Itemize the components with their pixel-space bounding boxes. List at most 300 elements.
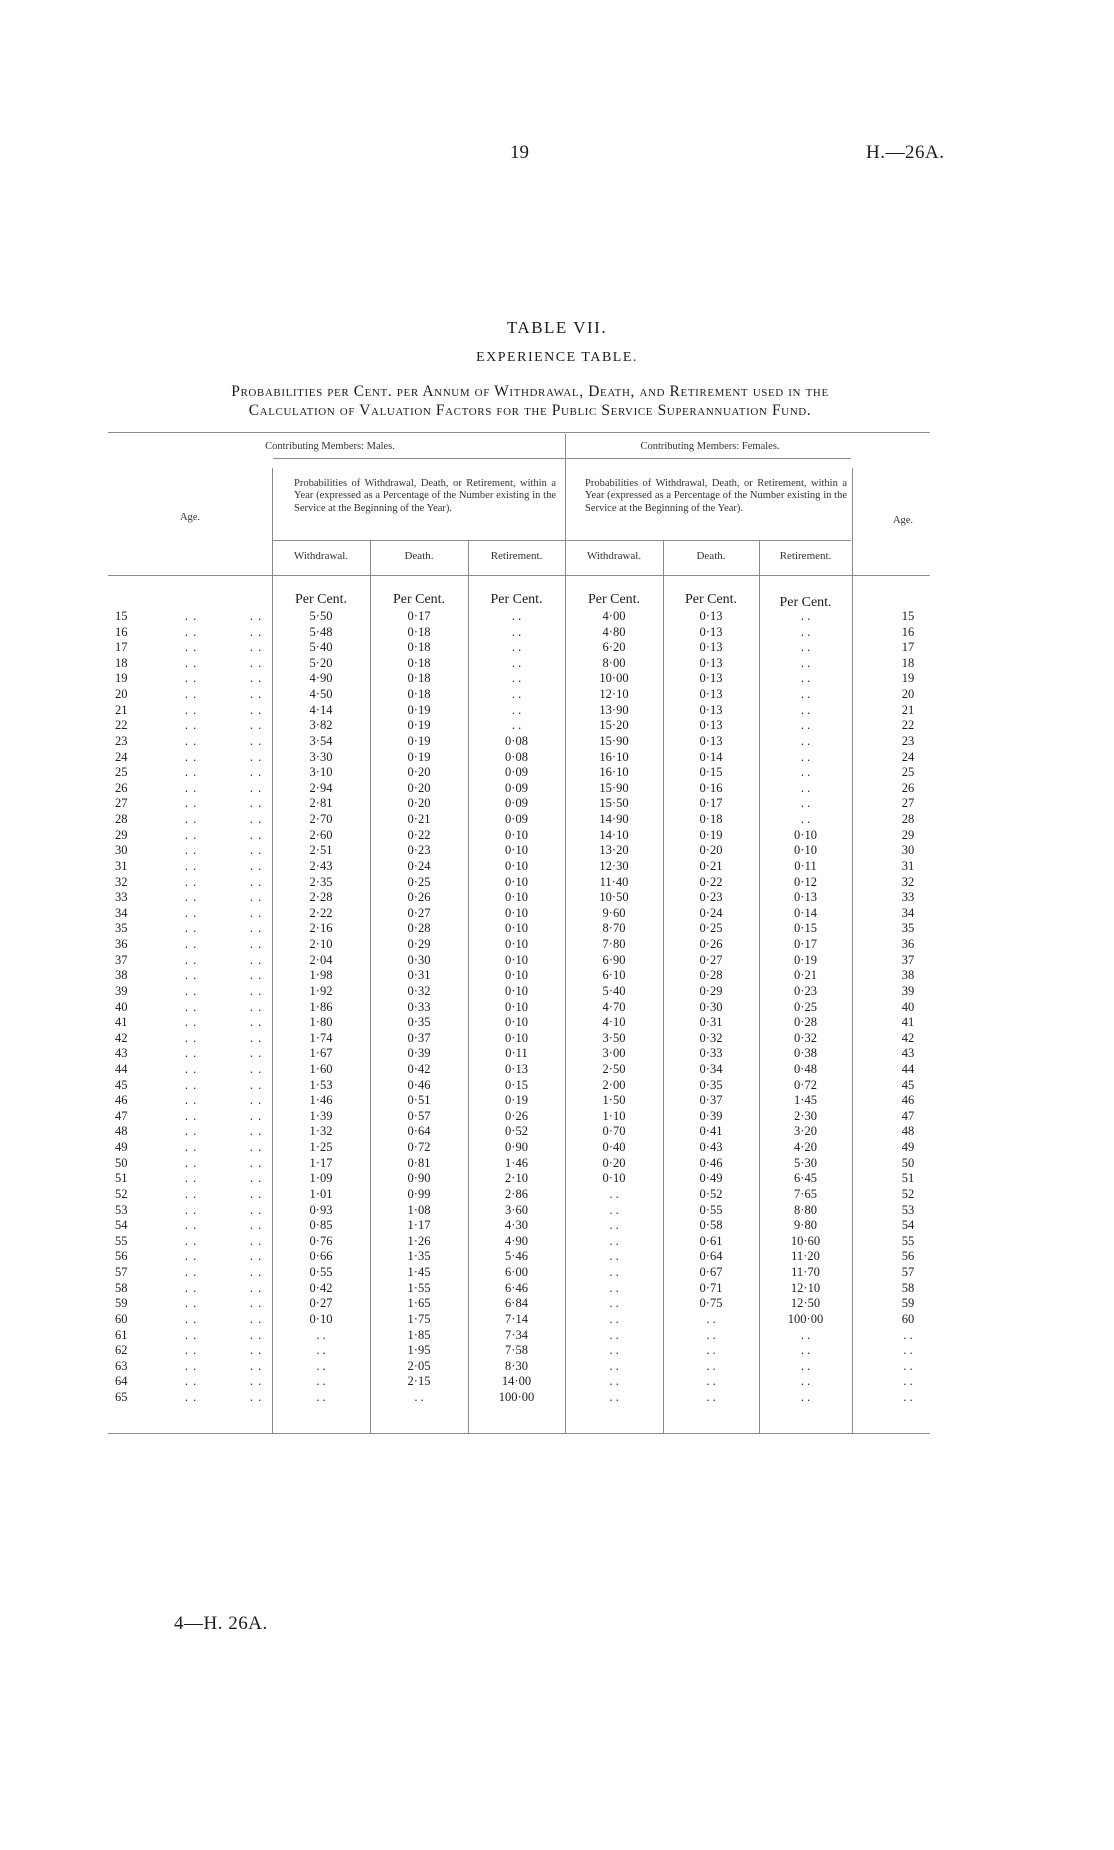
female-death-cell: . . <box>706 1374 716 1389</box>
female-withdrawal-cell: 16·10 <box>599 765 629 780</box>
female-retirement-cell: 0·10 <box>794 827 817 842</box>
age-cell-right: 41 <box>901 1015 915 1030</box>
female-withdrawal-cell: 4·80 <box>602 624 626 639</box>
age-cell-right: 38 <box>901 968 915 983</box>
leader-dots: . . <box>184 1327 198 1342</box>
male-withdrawal-cell: 0·93 <box>309 1202 333 1217</box>
male-death-cell: 2·05 <box>407 1358 431 1373</box>
age-cell: 26 <box>115 780 128 795</box>
male-withdrawal-cell: 1·53 <box>309 1077 333 1092</box>
age-cell-right: 49 <box>901 1140 915 1155</box>
leader-dots: . . <box>184 1155 198 1170</box>
male-retirement-cell: 0·10 <box>505 999 528 1014</box>
age-cell: 37 <box>115 952 128 967</box>
age-cell-right: 26 <box>901 780 915 795</box>
leader-dots: . . <box>249 1030 263 1045</box>
leader-dots: . . <box>249 1186 263 1201</box>
male-death-cell: 0·72 <box>407 1140 431 1155</box>
male-withdrawal-cell: 2·51 <box>309 843 333 858</box>
age-cell-right: 46 <box>901 1093 915 1108</box>
age-cell: 44 <box>115 1061 128 1076</box>
female-retirement-cell: . . <box>800 718 811 733</box>
age-cell: 36 <box>115 937 128 952</box>
male-retirement-cell: . . <box>511 671 522 686</box>
age-cell: 54 <box>115 1218 128 1233</box>
male-retirement-cell: . . <box>511 702 522 717</box>
male-retirement-cell: 6·00 <box>505 1265 528 1280</box>
leader-dots: . . <box>184 968 198 983</box>
unit-male-withdrawal: Per Cent. <box>294 592 348 607</box>
male-retirement-cell: 0·52 <box>505 1124 528 1139</box>
female-withdrawal-cell: 3·00 <box>602 1046 626 1061</box>
female-withdrawal-cell: 11·40 <box>599 874 629 889</box>
female-withdrawal-cell: 0·40 <box>602 1140 626 1155</box>
male-retirement-cell: 1·46 <box>505 1155 528 1170</box>
male-death-cell: 0·20 <box>407 796 431 811</box>
male-death-cell: 0·37 <box>407 1030 431 1045</box>
male-death-cell: 0·42 <box>407 1061 431 1076</box>
unit-female-withdrawal: Per Cent. <box>587 592 641 607</box>
female-withdrawal-cell: 2·00 <box>602 1077 626 1092</box>
female-withdrawal-cell: 2·50 <box>602 1061 626 1076</box>
leader-dots: . . <box>249 1233 263 1248</box>
female-withdrawal-cell: . . <box>609 1327 619 1342</box>
male-death-cell: 0·18 <box>407 640 431 655</box>
male-withdrawal-cell: 2·60 <box>309 827 333 842</box>
leader-dots: . . <box>249 624 263 639</box>
female-death-cell: 0·19 <box>699 827 723 842</box>
male-withdrawal-cell: 4·14 <box>309 702 333 717</box>
female-death-cell: 0·24 <box>699 905 723 920</box>
female-retirement-cell: 0·11 <box>794 858 817 873</box>
male-death-cell: 0·24 <box>407 858 431 873</box>
leader-dots: . . <box>249 1124 263 1139</box>
female-retirement-cell: 100·00 <box>787 1311 824 1326</box>
male-death-cell: 0·18 <box>407 624 431 639</box>
age-cell-right: . . <box>903 1390 913 1404</box>
age-cell: 58 <box>115 1280 128 1295</box>
age-cell: 32 <box>115 874 128 889</box>
age-cell: 52 <box>115 1186 128 1201</box>
male-death-cell: 0·21 <box>407 812 431 827</box>
female-death-cell: . . <box>706 1343 716 1358</box>
age-cell: 49 <box>115 1140 128 1155</box>
age-cell-right: 23 <box>901 733 915 748</box>
leader-dots: . . <box>249 1171 263 1186</box>
age-cell: 29 <box>115 827 128 842</box>
male-retirement-cell: 3·60 <box>505 1202 528 1217</box>
leader-dots: . . <box>184 1390 198 1404</box>
female-withdrawal-cell: 15·20 <box>599 718 629 733</box>
male-retirement-cell: 0·10 <box>505 858 528 873</box>
female-death-cell: . . <box>706 1390 716 1404</box>
leader-dots: . . <box>184 733 198 748</box>
leader-dots: . . <box>249 702 263 717</box>
female-death-cell: 0·26 <box>699 937 723 952</box>
leader-dots: . . <box>249 1202 263 1217</box>
female-death-cell: 0·18 <box>699 812 723 827</box>
male-retirement-cell: 0·13 <box>505 1061 528 1076</box>
age-cell: 43 <box>115 1046 128 1061</box>
male-withdrawal-cell: . . <box>316 1374 326 1389</box>
age-cell-right: 36 <box>901 937 915 952</box>
table-bottom-rule <box>108 1433 930 1434</box>
leader-dots: . . <box>249 827 263 842</box>
age-cell-right: 15 <box>901 609 915 623</box>
age-cell-right: 48 <box>901 1124 915 1139</box>
age-cell-right: 16 <box>901 624 915 639</box>
age-cell: 42 <box>115 1030 128 1045</box>
female-retirement-cell: 0·23 <box>794 983 817 998</box>
male-withdrawal-cell: 0·42 <box>309 1280 333 1295</box>
age-cell-right: 31 <box>901 858 915 873</box>
male-death-cell: 0·32 <box>407 983 431 998</box>
leader-dots: . . <box>184 1186 198 1201</box>
male-death-cell: 1·35 <box>407 1249 431 1264</box>
female-retirement-cell: 5·30 <box>794 1155 817 1170</box>
leader-dots: . . <box>249 1296 263 1311</box>
leader-dots: . . <box>249 765 263 780</box>
female-withdrawal-cell: 6·20 <box>602 640 626 655</box>
female-death-cell: 0·13 <box>699 640 723 655</box>
age-cell-right: 39 <box>901 983 915 998</box>
female-retirement-cell: . . <box>800 796 811 811</box>
leader-dots: . . <box>184 937 198 952</box>
leader-dots: . . <box>184 624 198 639</box>
male-retirement-cell: 2·86 <box>505 1186 528 1201</box>
female-death-cell: 0·30 <box>699 999 723 1014</box>
leader-dots: . . <box>184 874 198 889</box>
female-death-cell: 0·67 <box>699 1265 723 1280</box>
female-withdrawal-cell: 0·70 <box>602 1124 626 1139</box>
female-death-cell: 0·13 <box>699 624 723 639</box>
leader-dots: . . <box>184 1046 198 1061</box>
female-death-cell: 0·28 <box>699 968 723 983</box>
age-cell-right: 57 <box>901 1265 915 1280</box>
female-withdrawal-cell: . . <box>609 1358 619 1373</box>
male-withdrawal-cell: 2·28 <box>309 890 333 905</box>
male-death-cell: 0·19 <box>407 733 431 748</box>
male-withdrawal-cell: 5·20 <box>309 655 333 670</box>
leader-dots: . . <box>184 1249 198 1264</box>
male-death-cell: 0·19 <box>407 749 431 764</box>
unit-female-death: Per Cent. <box>684 592 738 607</box>
age-cell: 59 <box>115 1296 128 1311</box>
male-retirement-cell: 7·58 <box>505 1343 528 1358</box>
age-cell: 19 <box>115 671 128 686</box>
male-retirement-cell: 4·90 <box>505 1233 528 1248</box>
age-cell: 64 <box>115 1374 128 1389</box>
table-subtitle: EXPERIENCE TABLE. <box>476 350 638 365</box>
leader-dots: . . <box>184 765 198 780</box>
male-retirement-cell: 100·00 <box>498 1390 535 1404</box>
female-retirement-cell: . . <box>800 812 811 827</box>
male-withdrawal-cell: 1·86 <box>309 999 333 1014</box>
male-withdrawal-cell: . . <box>316 1358 326 1373</box>
male-death-cell: 0·26 <box>407 890 431 905</box>
leader-dots: . . <box>249 1265 263 1280</box>
group-rule <box>273 458 851 459</box>
female-death-header: Death. <box>696 550 726 562</box>
male-death-cell: 0·18 <box>407 655 431 670</box>
male-death-cell: 0·25 <box>407 874 431 889</box>
male-retirement-cell: 0·10 <box>505 890 528 905</box>
age-cell: 27 <box>115 796 128 811</box>
male-withdrawal-cell: 2·22 <box>309 905 333 920</box>
leader-dots: . . <box>184 1296 198 1311</box>
leader-dots: . . <box>184 718 198 733</box>
leader-dots: . . <box>184 780 198 795</box>
female-retirement-cell: 0·19 <box>794 952 817 967</box>
female-death-cell: 0·32 <box>699 1030 723 1045</box>
female-death-cell: 0·22 <box>699 874 723 889</box>
male-retirement-cell: 2·10 <box>505 1171 528 1186</box>
age-cell: 65 <box>115 1390 128 1404</box>
leader-dots: . . <box>249 609 263 623</box>
leader-dots: . . <box>184 1171 198 1186</box>
male-death-cell: 1·85 <box>407 1327 431 1342</box>
leader-dots: . . <box>249 968 263 983</box>
age-cell-right: 42 <box>901 1030 915 1045</box>
male-retirement-cell: 4·30 <box>505 1218 528 1233</box>
age-cell-right: 34 <box>901 905 915 920</box>
male-withdrawal-cell: 5·48 <box>309 624 333 639</box>
male-withdrawal-cell: 1·32 <box>309 1124 333 1139</box>
age-cell-right: 20 <box>901 687 915 702</box>
female-death-cell: 0·25 <box>699 921 723 936</box>
female-retirement-cell: . . <box>800 702 811 717</box>
male-death-cell: 0·19 <box>407 718 431 733</box>
female-death-cell: 0·31 <box>699 1015 723 1030</box>
col-rule-female-retirement <box>852 468 853 1433</box>
leader-dots: . . <box>184 1233 198 1248</box>
age-cell: 18 <box>115 655 128 670</box>
leader-dots: . . <box>184 1077 198 1092</box>
female-withdrawal-cell: 10·00 <box>599 671 629 686</box>
age-cell: 33 <box>115 890 128 905</box>
age-cell-right: 52 <box>901 1186 915 1201</box>
footer-reference: 4—H. 26A. <box>174 1613 268 1634</box>
female-retirement-cell: 4·20 <box>794 1140 817 1155</box>
leader-dots: . . <box>184 983 198 998</box>
age-cell: 22 <box>115 718 128 733</box>
male-death-cell: 0·46 <box>407 1077 431 1092</box>
female-retirement-cell: . . <box>800 609 811 623</box>
unit-male-retirement: Per Cent. <box>490 592 543 607</box>
male-retirement-cell: 0·09 <box>505 765 528 780</box>
female-retirement-cell: 0·32 <box>794 1030 817 1045</box>
age-cell-right: 37 <box>901 952 915 967</box>
age-cell: 46 <box>115 1093 128 1108</box>
female-death-cell: . . <box>706 1311 716 1326</box>
table-caption <box>100 382 960 420</box>
male-death-cell: 0·17 <box>407 609 431 623</box>
leader-dots: . . <box>184 1343 198 1358</box>
age-cell-right: 54 <box>901 1218 915 1233</box>
age-cell-right: 58 <box>901 1280 915 1295</box>
age-cell-right: 22 <box>901 718 915 733</box>
leader-dots: . . <box>249 796 263 811</box>
male-retirement-cell: . . <box>511 687 522 702</box>
age-cell-right: 44 <box>901 1061 915 1076</box>
male-withdrawal-cell: 2·04 <box>309 952 333 967</box>
leader-dots: . . <box>249 921 263 936</box>
female-withdrawal-cell: . . <box>609 1311 619 1326</box>
female-withdrawal-cell: 14·10 <box>599 827 629 842</box>
female-retirement-cell: 0·38 <box>794 1046 817 1061</box>
male-withdrawal-header: Withdrawal. <box>293 550 349 562</box>
female-death-cell: 0·39 <box>699 1108 723 1123</box>
male-retirement-cell: 0·10 <box>505 921 528 936</box>
female-retirement-cell: 12·10 <box>790 1280 821 1295</box>
male-death-cell: 0·57 <box>407 1108 431 1123</box>
male-withdrawal-cell: 0·66 <box>309 1249 333 1264</box>
leader-dots: . . <box>184 640 198 655</box>
leader-dots: . . <box>249 983 263 998</box>
male-withdrawal-cell: 3·82 <box>309 718 333 733</box>
female-withdrawal-cell: 6·90 <box>602 952 626 967</box>
female-death-cell: 0·13 <box>699 655 723 670</box>
table-top-rule <box>108 432 930 433</box>
age-cell-right: . . <box>903 1327 913 1342</box>
male-withdrawal-cell: 3·54 <box>309 733 333 748</box>
female-retirement-cell: 0·17 <box>794 937 817 952</box>
female-withdrawal-cell: 1·50 <box>602 1093 626 1108</box>
males-group-header: Contributing Members: Males. <box>265 441 395 452</box>
male-death-cell: 1·45 <box>407 1265 431 1280</box>
female-death-cell: 0·46 <box>699 1155 723 1170</box>
male-death-cell: 1·17 <box>407 1218 431 1233</box>
leader-dots: . . <box>184 1280 198 1295</box>
female-death-cell: 0·23 <box>699 890 723 905</box>
female-death-cell: 0·61 <box>699 1233 723 1248</box>
male-death-cell: 0·99 <box>407 1186 431 1201</box>
leader-dots: . . <box>249 733 263 748</box>
male-retirement-cell: 0·10 <box>505 905 528 920</box>
age-cell-right: . . <box>903 1343 913 1358</box>
leader-dots: . . <box>249 1108 263 1123</box>
caption-line-2: Calculation of Valuation Factors for the Public Service Superannuation Fund. <box>248 402 812 419</box>
male-retirement-cell: 8·30 <box>505 1358 528 1373</box>
leader-dots: . . <box>184 687 198 702</box>
leader-dots: . . <box>184 749 198 764</box>
female-death-cell: 0·29 <box>699 983 723 998</box>
age-cell: 53 <box>115 1202 128 1217</box>
male-retirement-cell: 0·10 <box>505 1015 528 1030</box>
male-retirement-header: Retirement. <box>490 550 543 562</box>
leader-dots: . . <box>184 827 198 842</box>
female-death-cell: 0·20 <box>699 843 723 858</box>
female-withdrawal-cell: 12·30 <box>599 858 629 873</box>
leader-dots: . . <box>249 1343 263 1358</box>
male-retirement-cell: . . <box>511 624 522 639</box>
leader-dots: . . <box>249 640 263 655</box>
age-cell: 20 <box>115 687 128 702</box>
female-withdrawal-cell: . . <box>609 1233 619 1248</box>
female-retirement-cell: 1·45 <box>794 1093 817 1108</box>
female-death-cell: 0·21 <box>699 858 723 873</box>
age-cell: 15 <box>115 609 128 623</box>
leader-dots: . . <box>249 749 263 764</box>
female-withdrawal-cell: 4·70 <box>602 999 626 1014</box>
female-withdrawal-cell: 0·20 <box>602 1155 626 1170</box>
male-retirement-cell: 0·09 <box>505 812 528 827</box>
female-withdrawal-cell: 8·70 <box>602 921 626 936</box>
female-retirement-cell: 7·65 <box>794 1186 817 1201</box>
female-retirement-cell: 0·15 <box>794 921 817 936</box>
female-death-cell: 0·49 <box>699 1171 723 1186</box>
male-withdrawal-cell: 1·01 <box>309 1186 333 1201</box>
age-cell-right: 33 <box>901 890 915 905</box>
leader-dots: . . <box>184 1265 198 1280</box>
leader-dots: . . <box>249 780 263 795</box>
female-withdrawal-cell: 9·60 <box>602 905 626 920</box>
age-cell: 23 <box>115 733 128 748</box>
age-cell-right: 19 <box>901 671 915 686</box>
age-cell: 63 <box>115 1358 128 1373</box>
male-withdrawal-cell: 4·50 <box>309 687 333 702</box>
age-cell-right: 56 <box>901 1249 915 1264</box>
leader-dots: . . <box>184 843 198 858</box>
female-retirement-cell: . . <box>800 1343 811 1358</box>
female-retirement-cell: 6·45 <box>794 1171 817 1186</box>
male-withdrawal-cell: 1·80 <box>309 1015 333 1030</box>
age-cell-right: 59 <box>901 1296 915 1311</box>
leader-dots: . . <box>184 655 198 670</box>
male-death-cell: . . <box>414 1390 424 1404</box>
male-death-cell: 0·51 <box>407 1093 431 1108</box>
male-retirement-cell: 7·14 <box>505 1311 528 1326</box>
male-death-cell: 0·39 <box>407 1046 431 1061</box>
female-death-cell: . . <box>706 1358 716 1373</box>
female-withdrawal-header: Withdrawal. <box>586 550 642 562</box>
male-death-cell: 0·19 <box>407 702 431 717</box>
female-withdrawal-cell: 15·90 <box>599 733 629 748</box>
male-death-cell: 0·35 <box>407 1015 431 1030</box>
age-cell: 40 <box>115 999 128 1014</box>
age-cell-right: 17 <box>901 640 915 655</box>
age-cell: 31 <box>115 858 128 873</box>
leader-dots: . . <box>184 1108 198 1123</box>
age-cell: 55 <box>115 1233 128 1248</box>
male-death-cell: 1·65 <box>407 1296 431 1311</box>
females-description: Probabilities of Withdrawal, Death, or Retirement, within a Year (expressed as a Percentage of the Number existing in the Service at the Beginning of the Year). <box>585 478 847 514</box>
page-number: 19 <box>510 142 529 163</box>
male-withdrawal-cell: 4·90 <box>309 671 333 686</box>
female-death-cell: 0·27 <box>699 952 723 967</box>
female-retirement-cell: 2·30 <box>794 1108 817 1123</box>
female-death-cell: 0·33 <box>699 1046 723 1061</box>
female-retirement-cell: 10·60 <box>790 1233 821 1248</box>
female-withdrawal-cell: 7·80 <box>602 937 626 952</box>
female-retirement-cell: 0·28 <box>794 1015 817 1030</box>
leader-dots: . . <box>184 609 198 623</box>
male-withdrawal-cell: 5·40 <box>309 640 333 655</box>
female-death-cell: 0·41 <box>699 1124 723 1139</box>
female-death-cell: 0·52 <box>699 1186 723 1201</box>
leader-dots: . . <box>249 812 263 827</box>
female-death-cell: 0·34 <box>699 1061 723 1076</box>
female-retirement-cell: . . <box>800 1327 811 1342</box>
age-cell-right: 29 <box>901 827 915 842</box>
female-retirement-cell: 11·20 <box>791 1249 820 1264</box>
leader-dots: . . <box>249 905 263 920</box>
female-withdrawal-cell: 4·10 <box>602 1015 626 1030</box>
age-cell: 35 <box>115 921 128 936</box>
leader-dots: . . <box>249 1327 263 1342</box>
leader-dots: . . <box>249 1046 263 1061</box>
male-withdrawal-cell: 1·09 <box>309 1171 333 1186</box>
